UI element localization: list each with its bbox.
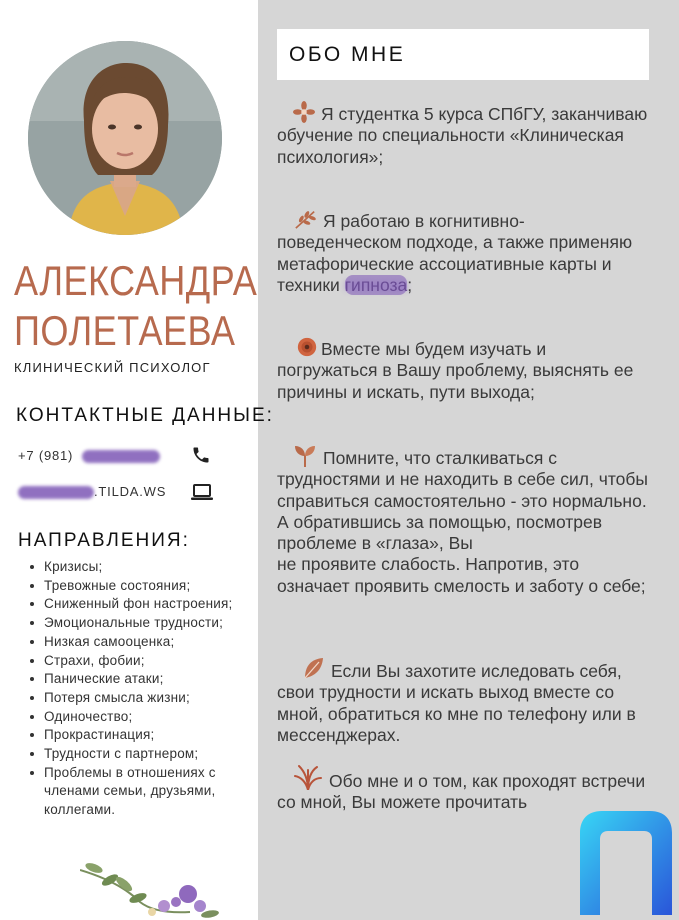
- laptop-icon[interactable]: [190, 482, 214, 502]
- flower-icon: [293, 101, 315, 123]
- floral-decoration: [80, 862, 250, 920]
- directions-heading: НАПРАВЛЕНИЯ:: [18, 530, 190, 551]
- list-item: Потеря смысла жизни;: [22, 689, 254, 708]
- about-paragraph-1: [277, 101, 649, 168]
- contacts-heading: КОНТАКТНЫЕ ДАННЫЕ:: [16, 405, 274, 426]
- list-item: Низкая самооценка;: [22, 633, 254, 652]
- list-item: Прокрастинация;: [22, 726, 254, 745]
- profile-name: [14, 256, 258, 356]
- about-text-2-highlight: гипноза: [344, 274, 408, 295]
- website-contact[interactable]: [18, 484, 166, 499]
- website-suffix: .TILDA.WS: [94, 484, 167, 499]
- brand-logo-icon: [580, 811, 672, 915]
- about-paragraph-3: [277, 336, 649, 403]
- list-item: Трудности с партнером;: [22, 745, 254, 764]
- about-paragraph-6: [277, 764, 649, 814]
- about-text-4c: не проявите слабость. Напротив, это означает проявить смелость и заботу о себе;: [277, 554, 646, 596]
- grass-icon: [293, 764, 323, 790]
- branch-icon: [293, 208, 317, 230]
- about-paragraph-4: [277, 443, 649, 597]
- directions-list: [22, 558, 254, 820]
- about-paragraph-5: [277, 656, 649, 746]
- profile-photo: [28, 41, 222, 235]
- portrait-image: [28, 41, 222, 235]
- list-item: Эмоциональные трудности;: [22, 614, 254, 633]
- list-item: Кризисы;: [22, 558, 254, 577]
- about-text-2-end: ;: [407, 274, 413, 295]
- about-text-3: Вместе мы будем изучать и погружаться в Вашу проблему, выяснять ее причины и искать, пути выхода;: [277, 339, 634, 402]
- name-last: ПОЛЕТАЕВА: [14, 307, 236, 354]
- phone-redaction: [82, 450, 160, 463]
- about-text-5: Если Вы захотите иследовать себя, свои трудности и искать выход вместе со мной, обратиться ко мне по телефону или в мессенджерах.: [277, 661, 636, 745]
- poppy-icon: [295, 336, 319, 358]
- name-first: АЛЕКСАНДРА: [14, 257, 258, 304]
- list-item: Одиночество;: [22, 708, 254, 727]
- about-paragraph-2: [277, 208, 649, 296]
- sprout-icon: [293, 443, 317, 467]
- phone-icon[interactable]: [191, 445, 211, 465]
- phone-prefix: +7 (981): [18, 448, 74, 463]
- list-item: Страхи, фобии;: [22, 652, 254, 671]
- about-text-4: Помните, что сталкиваться с трудностями и не находить в себе сил, чтобы справиться самостоятельно - это нормально.: [277, 448, 649, 511]
- phone-contact[interactable]: [18, 448, 160, 463]
- leaf-icon: [301, 656, 325, 680]
- list-item: Панические атаки;: [22, 670, 254, 689]
- about-text-1: Я студентка 5 курса СПбГУ, заканчиваю обучение по специальности «Клиническая психология»;: [277, 104, 648, 167]
- list-item: Проблемы в отношениях с членами семьи, друзьями, коллегами.: [22, 764, 254, 820]
- list-item: Тревожные состояния;: [22, 577, 254, 596]
- website-redaction: [18, 486, 94, 499]
- profile-role: КЛИНИЧЕСКИЙ ПСИХОЛОГ: [14, 360, 211, 375]
- about-header: [277, 29, 649, 80]
- about-text-6: Обо мне и о том, как проходят встречи со мной, Вы можете прочитать: [277, 771, 646, 813]
- about-text-4b: А обратившись за помощью, посмотрев проблеме в «глаза», Вы: [277, 511, 603, 554]
- about-text-2: Я работаю в когнитивно-поведенческом подходе, а также применяю метафорические ассоциативные карты и техники: [277, 211, 633, 295]
- list-item: Сниженный фон настроения;: [22, 595, 254, 614]
- about-title: ОБО МНЕ: [289, 43, 406, 66]
